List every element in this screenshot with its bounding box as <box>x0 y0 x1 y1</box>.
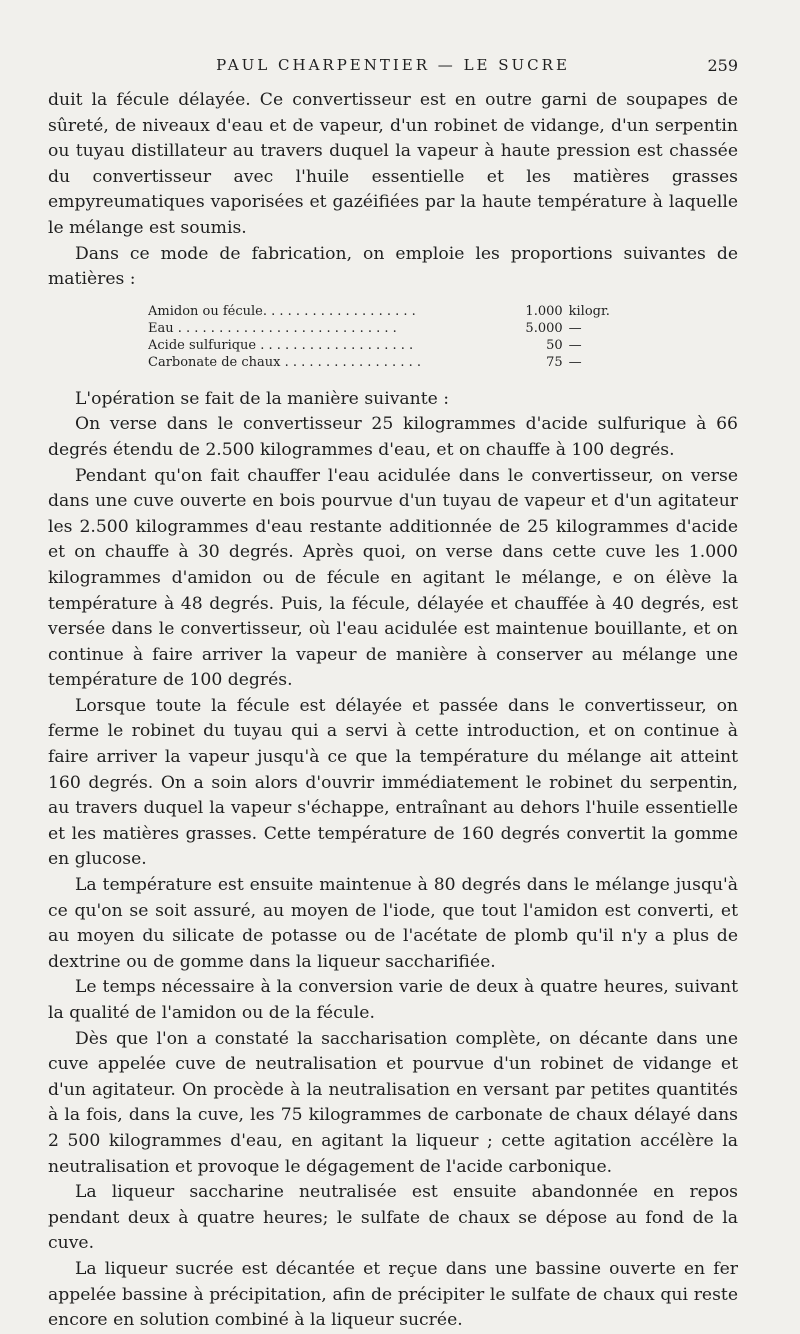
proportion-label: Eau . . . . . . . . . . . . . . . . . . . . . . . . . . . <box>148 320 397 336</box>
paragraph-6: Lorsque toute la fécule est délayée et passée dans le convertisseur, on ferme le robinet du tuyau qui a servi à cette introduction, et on continue à faire arriver la vapeur jusqu'à ce que la température du mélange ait atteint 160 degrés. On a soin alors d'ouvrir immédiatement le robinet du serpentin, au travers duquel la vapeur s'échappe, entraînant au dehors l'huile essentielle et les matières grasses. Cette température de 160 degrés convertit la gomme en glucose. <box>48 695 738 870</box>
proportion-label: Amidon ou fécule. . . . . . . . . . . . . . . . . . . <box>148 303 416 319</box>
paragraph-3: L'opération se fait de la manière suivante : <box>75 388 450 409</box>
proportion-qty: 75 <box>546 354 563 370</box>
paragraph-2: Dans ce mode de fabrication, on emploie les proportions suivantes de matières : <box>48 243 738 290</box>
paragraph-9: Dès que l'on a constaté la saccharisation complète, on décante dans une cuve appelée cuve de neutralisation et pourvue d'un robinet de vidange et d'un agitateur. On procède à la neutralisation en versant par petites quantités à la fois, dans la cuve, les 75 kilogrammes de carbonate de chaux délayé dans 2 500 kilogrammes d'eau, en agitant la liqueur ; cette agitation accélère la neutralisation et provoque le dégagement de l'acide carbonique. <box>48 1028 738 1177</box>
proportion-qty: 5.000 <box>525 320 563 336</box>
running-head: PAUL CHARPENTIER — LE SUCRE <box>216 56 570 74</box>
paragraph-10: La liqueur saccharine neutralisée est ensuite abandonnée en repos pendant deux à quatre heures; le sulfate de chaux se dépose au fond de la cuve. <box>48 1182 738 1254</box>
proportion-unit: — <box>568 354 582 370</box>
paragraph-4: On verse dans le convertisseur 25 kilogrammes d'acide sulfurique à 66 degrés étendu de 2.500 kilogrammes d'eau, et on chauffe à 100 degrés. <box>48 414 738 460</box>
paragraph-8: Le temps nécessaire à la conversion varie de deux à quatre heures, suivant la qualité de l'amidon ou de la fécule. <box>48 977 738 1023</box>
proportion-qty: 1.000 <box>525 303 563 319</box>
page-number: 259 <box>707 56 738 75</box>
page-header <box>48 56 738 80</box>
body-text <box>48 88 738 1334</box>
proportion-row <box>148 303 618 320</box>
proportion-unit: — <box>568 320 582 336</box>
paragraph-1: duit la fécule délayée. Ce convertisseur est en outre garni de soupapes de sûreté, de niveaux d'eau et de vapeur, d'un robinet de vidange, d'un serpentin ou tuyau distillateur au travers duquel la vapeur à haute pression est chassée du convertisseur avec l'huile essentielle et les matières grasses empyreumatiques vaporisées et gazéifiées par la haute température à laquelle le mélange est soumis. <box>48 90 738 238</box>
proportion-label: Carbonate de chaux . . . . . . . . . . . . . . . . . <box>148 354 421 370</box>
proportion-row <box>148 354 618 371</box>
proportion-unit: kilogr. <box>568 303 610 319</box>
proportion-row <box>148 320 618 337</box>
proportion-row <box>148 337 618 354</box>
proportions-table <box>148 303 618 371</box>
paragraph-7: La température est ensuite maintenue à 80 degrés dans le mélange jusqu'à ce qu'on se soit assuré, au moyen de l'iode, que tout l'amidon est converti, et au moyen du silicate de potasse ou de l'acétate de plomb qu'il n'y a plus de dextrine ou de gomme dans la liqueur saccharifiée. <box>48 875 738 972</box>
paragraph-11: La liqueur sucrée est décantée et reçue dans une bassine ouverte en fer appelée bassine à précipitation, afin de précipiter le sulfate de chaux qui reste encore en solution combiné à la liqueur sucrée. <box>48 1258 738 1331</box>
proportion-label: Acide sulfurique . . . . . . . . . . . . . . . . . . . <box>148 337 414 353</box>
proportion-qty: 50 <box>546 337 563 353</box>
proportion-unit: — <box>568 337 582 353</box>
paragraph-5: Pendant qu'on fait chauffer l'eau acidulée dans le convertisseur, on verse dans une cuve ouverte en bois pourvue d'un tuyau de vapeur et d'un agitateur les 2.500 kilogrammes d'eau restante additionnée de 25 kilogrammes d'acide et on chauffe à 30 degrés. Après quoi, on verse dans cette cuve les 1.000 kilogrammes d'amidon ou de fécule en agitant le mélange, e on élève la température à 48 degrés. Puis, la fécule, délayée et chauffée à 40 degrés, est versée dans le convertisseur, où l'eau acidulée est maintenue bouillante, et on continue à faire arriver la vapeur de manière à conserver au mélange une température de 100 degrés. <box>48 465 738 691</box>
